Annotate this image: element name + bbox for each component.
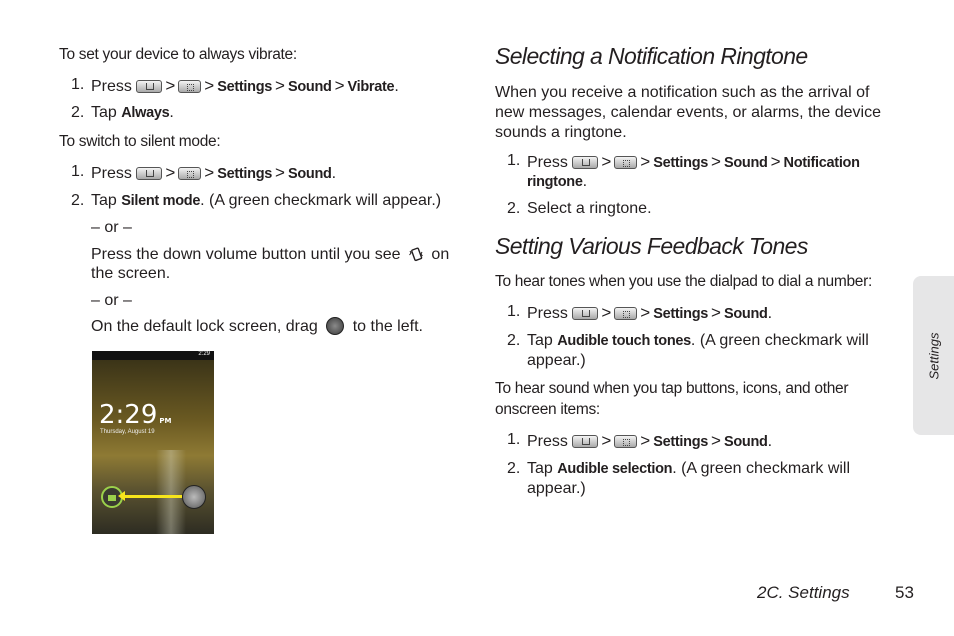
dialpad-step-1: Press > > Settings > Sound. — [527, 303, 773, 322]
silent-intro: To switch to silent mode: — [59, 133, 221, 150]
ringtone-para-line: sounds a ringtone. — [495, 124, 627, 141]
menu-key-icon — [178, 167, 201, 180]
vibrate-step-2: Tap Always. — [91, 104, 174, 121]
subway-track — [156, 450, 186, 534]
section-tab-label: Settings — [926, 332, 941, 379]
or-divider: – or – — [91, 219, 132, 236]
ringtone-step-1: Press > > Settings > Sound > Notification — [527, 152, 860, 171]
step-number: 2. — [507, 200, 521, 217]
step-number: 2. — [71, 104, 85, 121]
lock-screen-image — [92, 351, 214, 534]
volume-lock-icon — [326, 317, 344, 335]
vibrate-step-1: Press > > Settings > Sound > Vibrate. — [91, 76, 399, 95]
buttons-step-2-cont: appear.) — [527, 480, 586, 497]
menu-key-icon — [614, 156, 637, 169]
step-number: 1. — [507, 303, 521, 320]
home-key-icon — [572, 156, 598, 169]
drag-arrow — [124, 495, 182, 498]
step-number: 2. — [507, 332, 521, 349]
dialpad-step-2-cont: appear.) — [527, 352, 586, 369]
section-tab — [913, 276, 954, 435]
sound-toggle-icon — [182, 485, 206, 509]
step-number: 1. — [507, 431, 521, 448]
drag-instruction: On the default lock screen, drag to the left. — [91, 318, 423, 335]
step-number: 2. — [71, 192, 85, 209]
phone-clock: 2:29 PM — [99, 400, 172, 430]
feedback-heading: Setting Various Feedback Tones — [495, 233, 808, 259]
ringtone-step-1-cont: ringtone. — [527, 173, 588, 190]
step-number: 1. — [71, 76, 85, 93]
vibrate-icon — [409, 246, 423, 262]
phone-date: Thursday, August 19 — [100, 429, 155, 435]
ringtone-para-line: new messages, calendar events, or alarms, the device — [495, 104, 881, 121]
or-divider: – or – — [91, 292, 132, 309]
buttons-intro-cont: onscreen items: — [495, 401, 600, 418]
volume-instruction-cont: the screen. — [91, 265, 171, 282]
home-key-icon — [572, 435, 598, 448]
ringtone-step-2: Select a ringtone. — [527, 200, 652, 217]
vibrate-intro: To set your device to always vibrate: — [59, 46, 297, 63]
home-key-icon — [136, 80, 162, 93]
buttons-step-1: Press > > Settings > Sound. — [527, 431, 773, 450]
ringtone-para-line: When you receive a notification such as the arrival of — [495, 84, 870, 101]
footer-section: 2C. Settings — [757, 583, 850, 602]
step-number: 2. — [507, 460, 521, 477]
ringtone-heading: Selecting a Notification Ringtone — [495, 43, 808, 69]
menu-key-icon — [614, 435, 637, 448]
silent-step-1: Press > > Settings > Sound. — [91, 163, 337, 182]
home-key-icon — [572, 307, 598, 320]
dialpad-intro: To hear tones when you use the dialpad to dial a number: — [495, 273, 872, 290]
page-number: 53 — [895, 583, 914, 602]
phone-wallpaper — [92, 360, 214, 534]
home-key-icon — [136, 167, 162, 180]
dialpad-step-2: Tap Audible touch tones. (A green checkmark will — [527, 332, 869, 349]
phone-status-bar: 2:29 — [92, 351, 214, 360]
menu-key-icon — [614, 307, 637, 320]
menu-key-icon — [178, 80, 201, 93]
step-number: 1. — [507, 152, 521, 169]
buttons-step-2: Tap Audible selection. (A green checkmark will — [527, 460, 851, 477]
step-number: 1. — [71, 163, 85, 180]
volume-instruction: Press the down volume button until you see on — [91, 246, 450, 263]
buttons-intro: To hear sound when you tap buttons, icons, and other — [495, 380, 849, 397]
silent-step-2: Tap Silent mode. (A green checkmark will appear.) — [91, 192, 442, 209]
